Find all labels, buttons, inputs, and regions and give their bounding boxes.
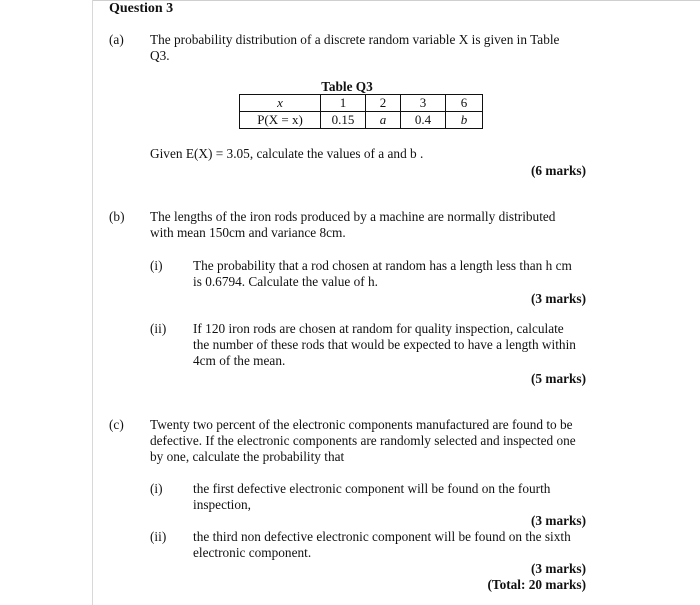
table-header-x: x — [240, 95, 321, 112]
part-b-ii-line1: If 120 iron rods are chosen at random for quality inspection, calculate — [193, 321, 564, 336]
part-b-ii-marks: (5 marks) — [530, 371, 586, 386]
part-a-intro-line2: Q3. — [150, 48, 170, 63]
table-cell: 0.15 — [321, 112, 366, 129]
question-heading: Question 3 — [109, 1, 174, 16]
part-b-ii-label: (ii) — [150, 321, 167, 336]
table-caption: Table Q3 — [321, 79, 373, 94]
part-c-i-label: (i) — [150, 481, 163, 496]
table-cell: 3 — [401, 95, 446, 112]
part-c-intro-line3: by one, calculate the probability that — [150, 449, 345, 464]
part-c-intro-line2: defective. If the electronic components are randomly selected and inspected one — [150, 433, 576, 448]
part-a-marks: (6 marks) — [530, 163, 586, 178]
part-a-given: Given E(X) = 3.05, calculate the values of a and b . — [150, 146, 424, 161]
table-cell: b — [446, 112, 483, 129]
part-b-ii-line2: the number of these rods that would be expected to have a length within — [193, 337, 576, 352]
part-b-i-line1: The probability that a rod chosen at random has a length less than h cm — [193, 258, 572, 273]
table-cell: 6 — [446, 95, 483, 112]
part-c-ii-line1: the third non defective electronic component will be found on the sixth — [193, 529, 571, 544]
table-header-probability: P(X = x) — [240, 112, 321, 129]
part-c-ii-line2: electronic component. — [193, 545, 312, 560]
part-b-i-marks: (3 marks) — [530, 291, 586, 306]
page-border-left — [92, 0, 93, 605]
table-cell: 0.4 — [401, 112, 446, 129]
part-c-i-line2: inspection, — [193, 497, 251, 512]
part-c-i-marks: (3 marks) — [530, 513, 586, 528]
table-cell: 2 — [366, 95, 401, 112]
table-cell: a — [366, 112, 401, 129]
part-a-intro-line1: The probability distribution of a discrete random variable X is given in Table — [150, 32, 560, 47]
part-b-intro-line1: The lengths of the iron rods produced by a machine are normally distributed — [150, 209, 556, 224]
table-cell: 1 — [321, 95, 366, 112]
part-b-intro-line2: with mean 150cm and variance 8cm. — [150, 225, 346, 240]
part-c-ii-marks: (3 marks) — [530, 561, 586, 576]
part-c-intro-line1: Twenty two percent of the electronic components manufactured are found to be — [150, 417, 573, 432]
table-row-probability — [240, 112, 483, 129]
part-c-i-line1: the first defective electronic component will be found on the fourth — [193, 481, 551, 496]
table-row-x — [240, 95, 483, 112]
part-b-i-line2: is 0.6794. Calculate the value of h. — [193, 274, 379, 289]
part-c-ii-label: (ii) — [150, 529, 167, 544]
part-b-label: (b) — [109, 209, 125, 224]
part-b-i-label: (i) — [150, 258, 163, 273]
page-border-top — [92, 0, 700, 1]
probability-table — [239, 94, 483, 129]
part-b-ii-line3: 4cm of the mean. — [193, 353, 286, 368]
part-c-label: (c) — [109, 417, 124, 432]
total-marks: (Total: 20 marks) — [487, 577, 586, 592]
part-a-label: (a) — [109, 32, 124, 47]
